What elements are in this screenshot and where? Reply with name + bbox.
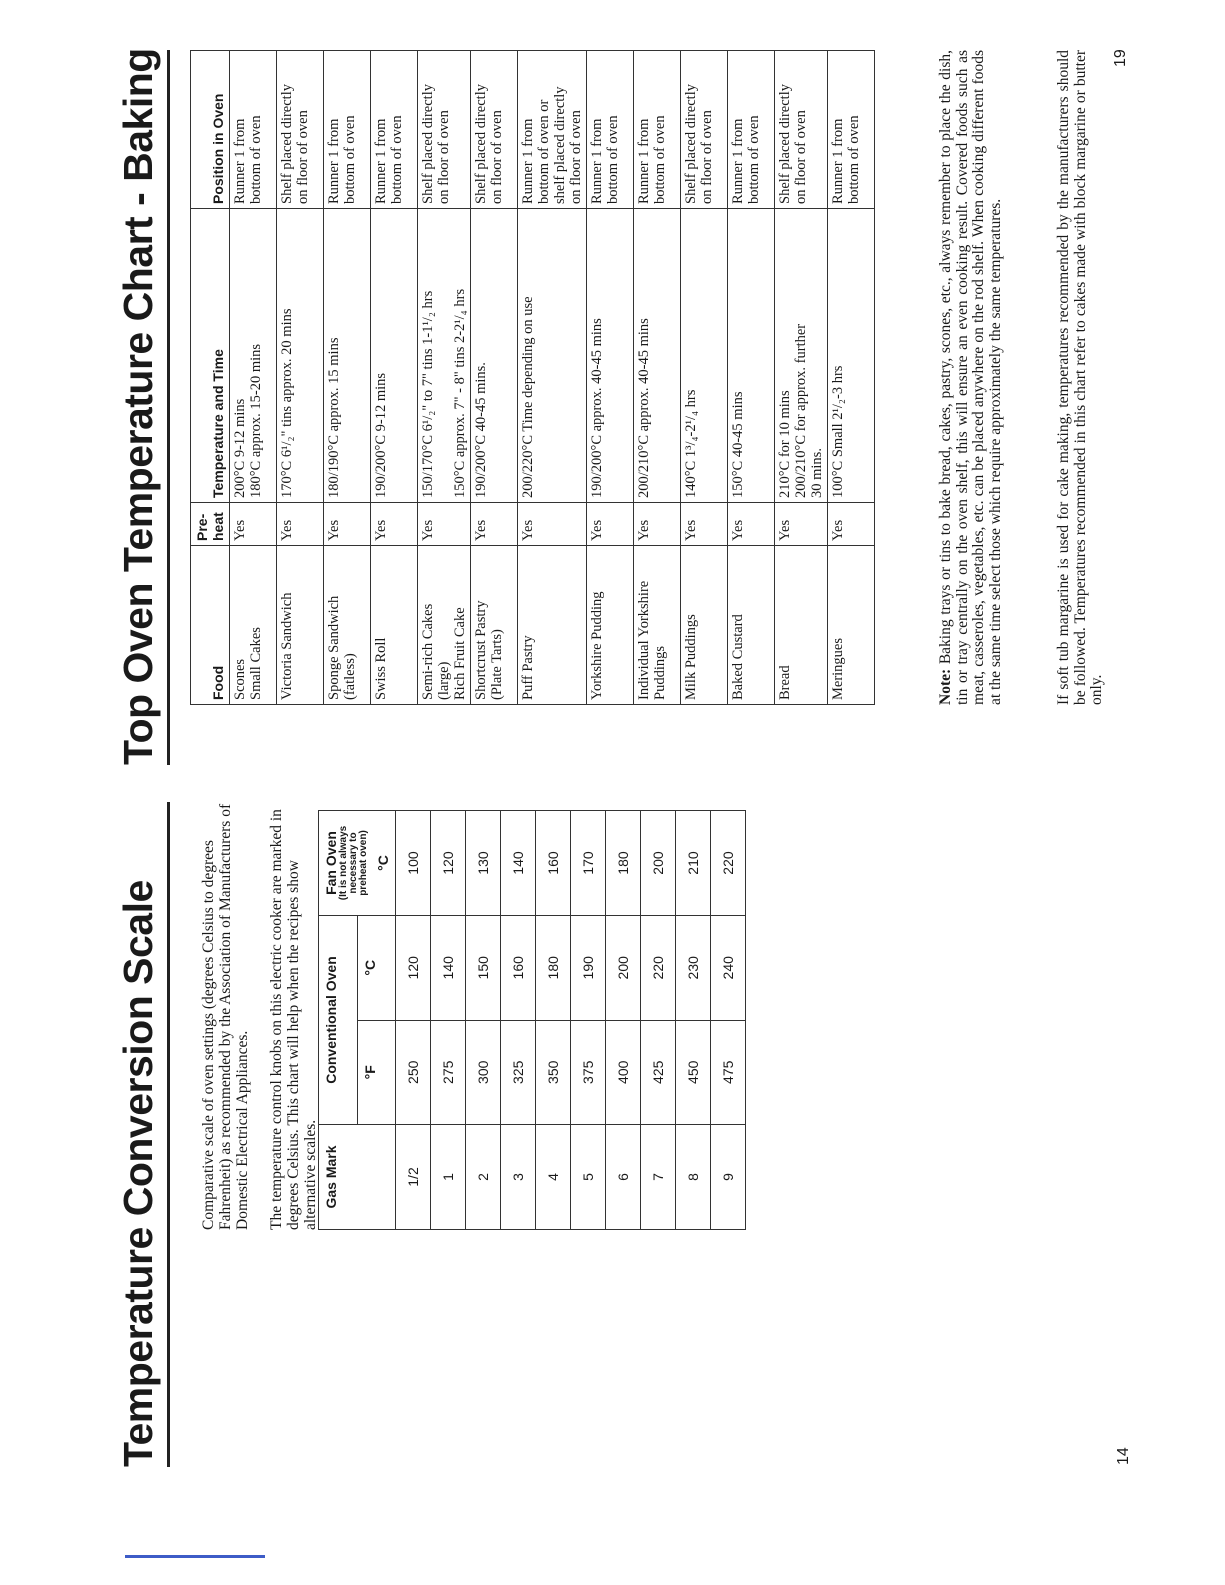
- food-cell: Swiss Roll: [371, 546, 418, 705]
- fahrenheit-cell: 450: [676, 1020, 711, 1124]
- table-row: [324, 51, 371, 705]
- table-row: [775, 51, 828, 705]
- position-cell: Runner 1 from bottom of oven: [828, 51, 875, 209]
- baking-header-row: [191, 51, 230, 705]
- fahrenheit-cell: 425: [641, 1020, 676, 1124]
- fan-celsius-cell: 220: [711, 811, 746, 916]
- preheat-cell: Yes: [587, 503, 634, 546]
- table-row: [571, 811, 606, 1230]
- temperature-time-cell: 200/210°C approx. 40-45 mins: [634, 209, 681, 503]
- table-row: [501, 811, 536, 1230]
- food-cell: Scones Small Cakes: [230, 546, 277, 705]
- fahrenheit-cell: 375: [571, 1020, 606, 1124]
- position-cell: Runner 1 from bottom of oven: [371, 51, 418, 209]
- preheat-cell: Yes: [277, 503, 324, 546]
- table-row: [431, 811, 466, 1230]
- celsius-cell: 120: [396, 916, 431, 1021]
- fahrenheit-cell: 250: [396, 1020, 431, 1124]
- fahrenheit-cell: 325: [501, 1020, 536, 1124]
- fan-celsius-cell: 120: [431, 811, 466, 916]
- gas-mark-cell: 5: [571, 1125, 606, 1230]
- table-row: [634, 51, 681, 705]
- temperature-time-cell: 100°C Small 2¹/₂-3 hrs: [828, 209, 875, 503]
- table-row: [728, 51, 775, 705]
- table-row: [277, 51, 324, 705]
- fan-celsius-cell: 140: [501, 811, 536, 916]
- table-row: [676, 811, 711, 1230]
- header-preheat: Pre-heat: [191, 503, 230, 546]
- header-fan-oven: [319, 811, 396, 916]
- table-row: [396, 811, 431, 1230]
- table-row: [230, 51, 277, 705]
- preheat-cell: Yes: [775, 503, 828, 546]
- left-intro-paragraph-2: The temperature control knobs on this electric cooker are marked in degrees Celsius. This chart will help when the recipes show alternative scales.: [268, 809, 319, 1230]
- preheat-cell: Yes: [728, 503, 775, 546]
- position-cell: Shelf placed directly on floor of oven: [418, 51, 471, 209]
- food-cell: Sponge Sandwich (fatless): [324, 546, 371, 705]
- table-row: [371, 51, 418, 705]
- table-row: [471, 51, 518, 705]
- preheat-cell: Yes: [230, 503, 277, 546]
- position-cell: Runner 1 from bottom of oven: [634, 51, 681, 209]
- table-row: [536, 811, 571, 1230]
- temperature-time-cell: 190/200°C approx. 40-45 mins: [587, 209, 634, 503]
- header-gas-mark: Gas Mark: [319, 1125, 396, 1230]
- right-title-rule: [167, 50, 170, 765]
- food-cell: Victoria Sandwich: [277, 546, 324, 705]
- fahrenheit-cell: 350: [536, 1020, 571, 1124]
- preheat-cell: Yes: [324, 503, 371, 546]
- celsius-cell: 230: [676, 916, 711, 1021]
- gas-mark-cell: 1/2: [396, 1125, 431, 1230]
- celsius-cell: 190: [571, 916, 606, 1021]
- table-row: [641, 811, 676, 1230]
- table-row: [711, 811, 746, 1230]
- header-celsius: °C: [357, 916, 396, 1021]
- food-cell: Meringues: [828, 546, 875, 705]
- temperature-time-cell: 200/220°C Time depending on use: [518, 209, 587, 503]
- temperature-time-cell: 190/200°C 9-12 mins: [371, 209, 418, 503]
- preheat-cell: Yes: [471, 503, 518, 546]
- table-row: [606, 811, 641, 1230]
- table-row: [681, 51, 728, 705]
- right-page-number: 19: [1112, 49, 1129, 67]
- note-text: Baking trays or tins to bake bread, cakes, pastry, scones, etc., always remember to place the dish, tin or tray centrally on the oven shelf, this will ensure an even cooking result. Covered foods such as meat, casseroles, vegetables, etc. can be placed anywhere on the rod shelf. When cooking different foods at the same time select those which require approximately the same temperatures.: [937, 50, 1004, 705]
- note-label: Note:: [937, 668, 954, 705]
- preheat-cell: Yes: [418, 503, 471, 546]
- table-row: [418, 51, 471, 705]
- fan-celsius-cell: 160: [536, 811, 571, 916]
- food-cell: Bread: [775, 546, 828, 705]
- header-fan-oven-label: Fan Oven: [323, 831, 339, 895]
- right-page-title: Top Oven Temperature Chart - Baking: [115, 48, 161, 765]
- position-cell: Shelf placed directly on floor of oven: [471, 51, 518, 209]
- table-row: [518, 51, 587, 705]
- position-cell: Shelf placed directly on floor of oven: [681, 51, 728, 209]
- header-conventional-oven: Conventional Oven: [319, 916, 358, 1125]
- position-cell: Runner 1 from bottom of oven: [324, 51, 371, 209]
- gas-mark-cell: 7: [641, 1125, 676, 1230]
- temperature-time-cell: 190/200°C 40-45 mins.: [471, 209, 518, 503]
- bottom-blue-strip: [125, 1555, 265, 1558]
- left-page-title: Temperature Conversion Scale: [115, 880, 161, 1467]
- header-fahrenheit: °F: [357, 1020, 396, 1124]
- temperature-time-cell: 200°C 9-12 mins 180°C approx. 15-20 mins: [230, 209, 277, 503]
- left-intro-paragraph-1: Comparative scale of oven settings (degrees Celsius to degrees Fahrenheit) as recommended by the Association of Manufacturers of Domestic Electrical Appliances.: [200, 803, 251, 1230]
- fahrenheit-cell: 400: [606, 1020, 641, 1124]
- header-temperature-time: Temperature and Time: [191, 209, 230, 503]
- header-fan-c: °C: [375, 855, 391, 871]
- celsius-cell: 220: [641, 916, 676, 1021]
- temperature-time-cell: 180/190°C approx. 15 mins: [324, 209, 371, 503]
- conversion-rows: [396, 811, 746, 1230]
- left-title-rule: [167, 802, 170, 1467]
- fan-celsius-cell: 130: [466, 811, 501, 916]
- temperature-time-cell: 150/170°C 6¹/₂" to 7" tins 1-1¹/₂ hrs 150°C approx. 7" - 8" tins 2-2¹/₄ hrs: [418, 209, 471, 503]
- gas-mark-cell: 1: [431, 1125, 466, 1230]
- table-row: [828, 51, 875, 705]
- fahrenheit-cell: 275: [431, 1020, 466, 1124]
- fan-celsius-cell: 100: [396, 811, 431, 916]
- temperature-time-cell: 210°C for 10 mins 200/210°C for approx. further 30 mins.: [775, 209, 828, 503]
- food-cell: Milk Puddings: [681, 546, 728, 705]
- position-cell: Shelf placed directly on floor of oven: [277, 51, 324, 209]
- food-cell: Yorkshire Pudding: [587, 546, 634, 705]
- preheat-cell: Yes: [518, 503, 587, 546]
- food-cell: Individual Yorkshire Puddings: [634, 546, 681, 705]
- position-cell: Runner 1 from bottom of oven: [230, 51, 277, 209]
- header-fan-oven-note: (It is not always necessary to preheat oven): [338, 825, 369, 901]
- fahrenheit-cell: 300: [466, 1020, 501, 1124]
- fan-celsius-cell: 210: [676, 811, 711, 916]
- left-page-number: 14: [1115, 1447, 1132, 1465]
- conversion-table: [318, 810, 746, 1230]
- preheat-cell: Yes: [634, 503, 681, 546]
- gas-mark-cell: 8: [676, 1125, 711, 1230]
- note-paragraph: [938, 50, 1004, 705]
- preheat-cell: Yes: [828, 503, 875, 546]
- header-position: Position in Oven: [191, 51, 230, 209]
- celsius-cell: 200: [606, 916, 641, 1021]
- position-cell: Runner 1 from bottom of oven or shelf placed directly on floor of oven: [518, 51, 587, 209]
- food-cell: Shortcrust Pastry (Plate Tarts): [471, 546, 518, 705]
- celsius-cell: 240: [711, 916, 746, 1021]
- position-cell: Shelf placed directly on floor of oven: [775, 51, 828, 209]
- fan-celsius-cell: 170: [571, 811, 606, 916]
- food-cell: Puff Pastry: [518, 546, 587, 705]
- position-cell: Runner 1 from bottom of oven: [728, 51, 775, 209]
- gas-mark-cell: 3: [501, 1125, 536, 1230]
- gas-mark-cell: 2: [466, 1125, 501, 1230]
- position-cell: Runner 1 from bottom of oven: [587, 51, 634, 209]
- preheat-cell: Yes: [371, 503, 418, 546]
- gas-mark-cell: 4: [536, 1125, 571, 1230]
- celsius-cell: 180: [536, 916, 571, 1021]
- preheat-cell: Yes: [681, 503, 728, 546]
- temperature-time-cell: 150°C 40-45 mins: [728, 209, 775, 503]
- temperature-time-cell: 140°C 1³/₄-2¹/₄ hrs: [681, 209, 728, 503]
- celsius-cell: 160: [501, 916, 536, 1021]
- header-food: Food: [191, 546, 230, 705]
- table-row: [466, 811, 501, 1230]
- temperature-time-cell: 170°C 6¹/₂" tins approx. 20 mins: [277, 209, 324, 503]
- gas-mark-cell: 6: [606, 1125, 641, 1230]
- food-cell: Baked Custard: [728, 546, 775, 705]
- note-margarine-paragraph: If soft tub margarine is used for cake making, temperatures recommended by the manufacturers should be followed. Temperatures recommended in this chart refer to cakes made with block margarine or butter only.: [1055, 50, 1105, 705]
- food-cell: Semi-rich Cakes (large) Rich Fruit Cake: [418, 546, 471, 705]
- fan-celsius-cell: 180: [606, 811, 641, 916]
- table-row: [587, 51, 634, 705]
- baking-table: [190, 50, 875, 705]
- fan-celsius-cell: 200: [641, 811, 676, 916]
- gas-mark-cell: 9: [711, 1125, 746, 1230]
- celsius-cell: 140: [431, 916, 466, 1021]
- celsius-cell: 150: [466, 916, 501, 1021]
- baking-rows: [230, 51, 875, 705]
- fahrenheit-cell: 475: [711, 1020, 746, 1124]
